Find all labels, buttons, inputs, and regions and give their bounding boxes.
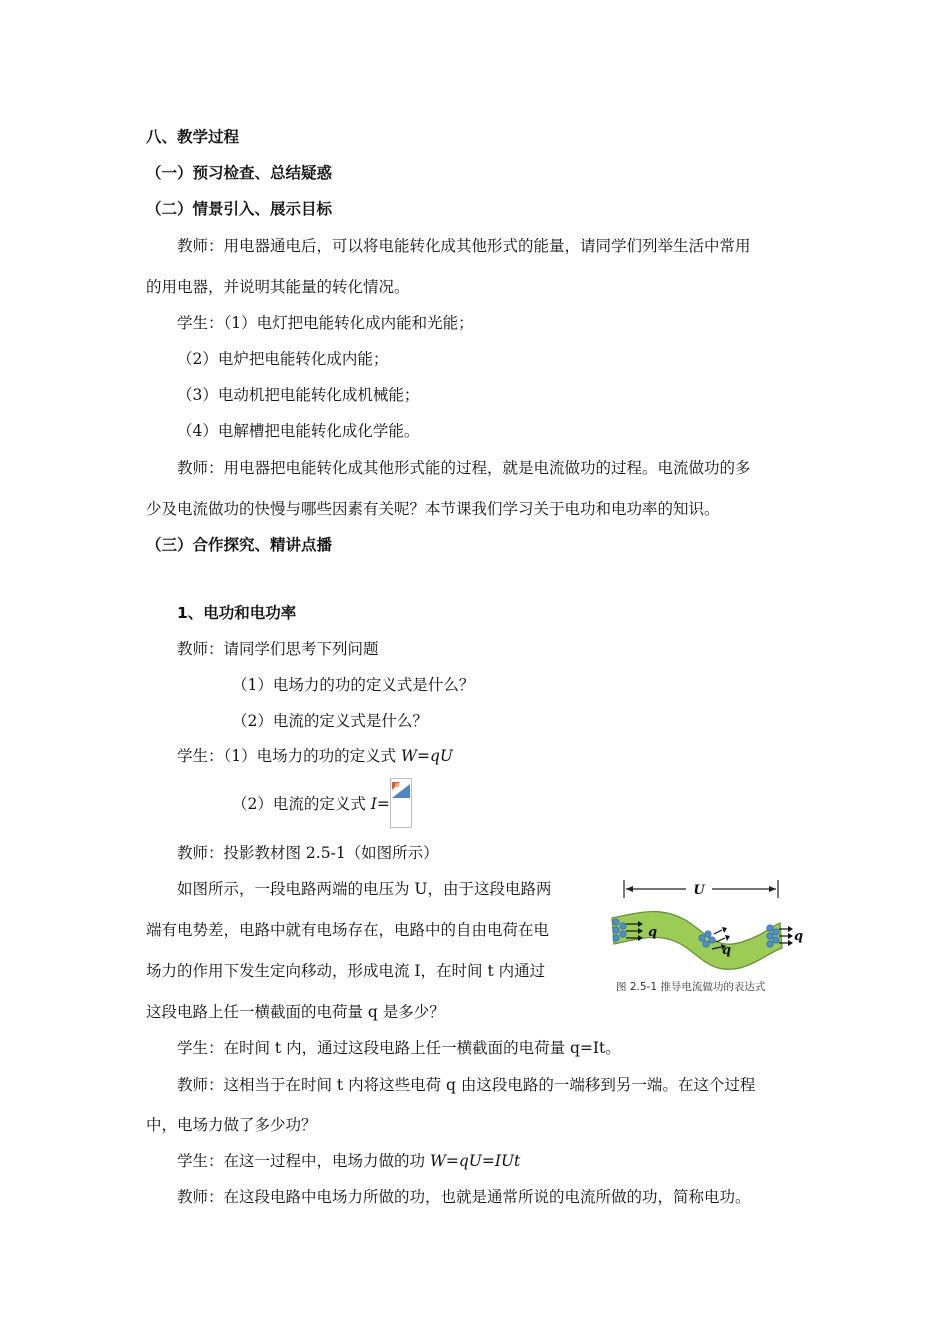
paragraph-line: 如图所示，一段电路两端的电压为 U，由于这段电路两 <box>177 880 552 898</box>
paragraph-line: 少及电流做功的快慢与哪些因素有关呢？本节课我们学习关于电功和电功率的知识。 <box>146 500 720 518</box>
subheading-intro: （二）情景引入、展示目标 <box>146 200 333 218</box>
subheading-explore: （三）合作探究、精讲点播 <box>146 536 333 554</box>
svg-text:q: q <box>794 929 804 944</box>
subheading-preview: （一）预习检查、总结疑惑 <box>146 164 333 182</box>
paragraph-line: 场力的作用下发生定向移动，形成电流 I，在时间 t 内通过 <box>146 962 546 980</box>
formula-current: I= <box>370 795 390 813</box>
paragraph-line: 端有电势差，电路中就有电场存在，电路中的自由电荷在电 <box>146 921 550 939</box>
teacher-line: 教师：投影教材图 2.5-1（如图所示） <box>177 844 439 862</box>
svg-text:q: q <box>722 943 732 958</box>
teacher-line: 教师：在这段电路中电场力所做的功，也就是通常所说的电流所做的功，简称电功。 <box>177 1188 751 1206</box>
answer-prefix: 学生：（1）电场力的功的定义式 <box>177 747 402 765</box>
teacher-line: 教师：这相当于在时间 t 内将这些电荷 q 由这段电路的一端移到另一端。在这个过程 <box>177 1076 756 1094</box>
student-answer-line <box>177 1151 520 1171</box>
figure-caption: 图 2.5-1 推导电流做功的表达式 <box>616 981 766 993</box>
topic-heading: 1、电功和电功率 <box>177 604 297 622</box>
svg-text:q: q <box>648 925 658 940</box>
figure-current-work <box>602 876 808 1000</box>
answer-prefix: 学生：在这一过程中，电场力做的功 <box>177 1152 430 1170</box>
conductor-shape <box>612 912 782 970</box>
question-line: （2）电流的定义式是什么？ <box>232 712 428 730</box>
formula-work-current: W=qU=IUt <box>429 1152 521 1170</box>
paragraph-line: 教师：用电器把电能转化成其他形式能的过程，就是电流做功的过程。电流做功的多 <box>177 459 751 477</box>
answer-prefix: （2）电流的定义式 <box>232 795 371 813</box>
paragraph-line: 的用电器，并说明其能量的转化情况。 <box>146 278 410 296</box>
teacher-line: 教师：请同学们思考下列问题 <box>177 640 379 658</box>
broken-image-icon <box>390 778 412 828</box>
student-answer-line: 学生：在时间 t 内，通过这段电路上任一横截面的电荷量 q=It。 <box>177 1039 621 1057</box>
figure-label-u: U <box>693 883 705 898</box>
student-answer-line: （4）电解槽把电能转化成化学能。 <box>177 422 420 440</box>
section-title: 八、教学过程 <box>146 128 240 146</box>
student-answer-line: （2）电炉把电能转化成内能； <box>177 350 389 368</box>
student-answer-line <box>232 794 390 814</box>
formula-work: W=qU <box>401 747 453 765</box>
student-answer-line: （3）电动机把电能转化成机械能； <box>177 386 420 404</box>
paragraph-line: 教师：用电器通电后，可以将电能转化成其他形式的能量，请同学们列举生活中常用 <box>177 237 751 255</box>
student-answer-line: 学生：（1）电灯把电能转化成内能和光能； <box>177 314 474 332</box>
student-answer-line <box>177 746 453 766</box>
paragraph-line: 中，电场力做了多少功？ <box>146 1116 317 1134</box>
question-line: （1）电场力的功的定义式是什么？ <box>232 676 475 694</box>
paragraph-line: 这段电路上任一横截面的电荷量 q 是多少？ <box>146 1003 445 1021</box>
